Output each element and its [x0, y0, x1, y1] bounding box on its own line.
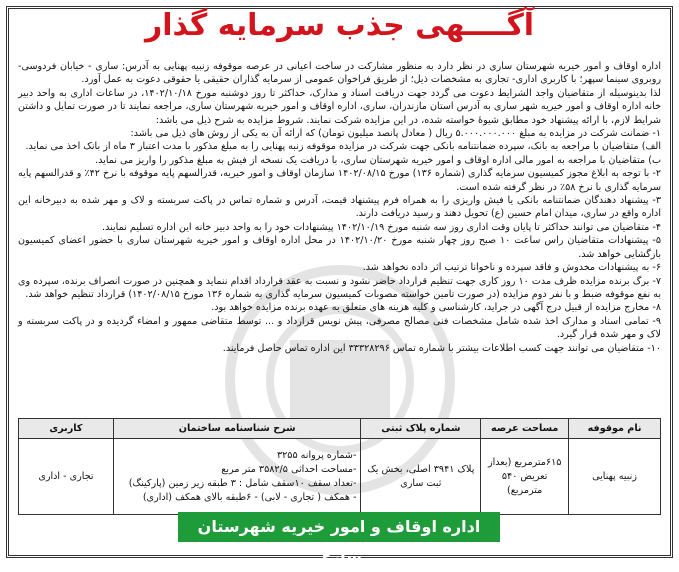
- condition-7: ۷- برگ برنده مزایده ظرف مدت ۱۰ روز کاری جهت تنظیم قرارداد حاضر نشود و نسبت به عقد قرارداد اقدام ننماید و همچنین در صورت انصراف برنده، سپرده وی به نفع موقوفه ضبط و با نفر دوم مزایده (در صورت تامین خواسته مصوبات کمیسیون سرمایه گذاری به شماره ۱۳۶ مورخ ۱۴۰۲/۰۸/۱۵) قرارداد تنظیم خواهد شد.: [18, 275, 661, 300]
- desc-line: -شماره پروانه ۳۲۵۵: [276, 449, 357, 461]
- property-table: [18, 418, 661, 515]
- cell-area: ۶۱۵مترمربع (بعداز تعریض ۵۴۰ مترمربع): [481, 439, 569, 515]
- header-area: مساحت عرصه: [481, 419, 569, 439]
- condition-8: ۸- مخارج مزایده از قبیل درج آگهی در جراید، کارشناسی و کلیه هزینه های متعلق به عهده برنده مزایده خواهد بود.: [211, 302, 661, 314]
- footer-organization: اداره اوقاف و امور خیریه شهرستان ساری: [178, 512, 500, 542]
- header-desc: شرح شناسنامه ساختمان: [113, 419, 361, 439]
- ad-title: آگــــهی جذب سرمایه گذار: [144, 8, 535, 43]
- condition-3: ۳- پیشنهاد دهندگان ضمانتنامه بانکی یا فیش واریزی را به همراه فرم پیشنهاد قیمت، آدرس و شماره تماس در پاکت سربسته و لاک و مهر شده به دبیرخانه این اداره واقع در ساری، میدان امام حسین (ع) تحویل دهند و رسید دریافت دارند.: [18, 195, 661, 220]
- table-header-row: [19, 419, 661, 439]
- invitation-paragraph: لذا بدینوسیله از متقاضیان واجد الشرایط دعوت می گردد جهت دریافت اسناد و مدارک، حداکثر تا روز دوشنبه مورخ ۱۴۰۲/۱۰/۱۸، در ساعات اداری به واحد دبیر خانه اداره اوقاف و امور خیریه شهر ساری به آدرس استان مازندران، ساری، اداره اوقاف و امور خیریه شهرستان ساری، مراجعه نمایند تا در صورت تمایل و داشتن شرایط لازم، با ارائه پیشنهاد خود مطابق شیوۀ خواسته شده، در این مزایده شرکت نمایند. شروط مزایده به شرح ذیل می باشد:: [18, 87, 661, 126]
- table-row: [19, 439, 661, 515]
- condition-4: ۴- متقاضیان می توانند حداکثر تا پایان وقت اداری روز سه شنبه مورخ ۱۴۰۲/۱۰/۱۹ پیشنهادات خود را به واحد دبیر خانه این اداره تسلیم نمایند.: [102, 221, 661, 233]
- desc-line: -مساحت احداثی ۳۵۸۲/۵ متر مربع: [221, 463, 357, 475]
- cell-name: زنبیه پهنایی: [569, 439, 661, 515]
- condition-9: ۹- تمامی اسناد و مدارک اخذ شده شامل مشخصات فنی مصالح مصرفی، پیش نویس قرارداد و ... توسط متقاضی ممهور و امضاء گردیده و در پاکت سربسته و لاک و مهر شده قرار گیرد.: [18, 315, 661, 341]
- desc-line: - همکف ( تجاری - لابی) - ۶طبقه بالای همکف (اداری): [142, 491, 357, 503]
- condition-1b: ب) متقاضیان با مراجعه به امور مالی اداره اوقاف و امور خیریه شهرستان ساری، با دریافت یک نسخه از فیش به مبلغ مذکور را واریز می نماید.: [95, 154, 661, 166]
- desc-line: -تعداد سقف ۱۰سقف شامل : ۳ طبقه زیر زمین (پارکینگ): [128, 477, 357, 489]
- condition-1: ۱- ضمانت شرکت در مزایده به مبلغ ۵.۰۰۰.۰۰۰.۰۰۰ ریال ( معادل پانصد میلیون تومان) که ارائه آن به یکی از روش های ذیل می باشد:: [130, 128, 661, 140]
- cell-plaque: پلاک ۳۹۴۱ اصلی، بخش یک ثبت ساری: [361, 439, 481, 515]
- condition-6: ۶- به پیشنهادات مخدوش و فاقد سپرده و ناخوانا ترتیب اثر داده نخواهد شد.: [362, 262, 661, 274]
- condition-10: ۱۰- متقاضیان می توانند جهت کسب اطلاعات بیشتر با شماره تماس ۳۳۳۲۸۲۹۶ این اداره تماس حاصل فرمایند.: [222, 342, 661, 354]
- intro-paragraph: اداره اوقاف و امور خیریه شهرستان ساری در نظر دارد به منظور مشارکت در ساخت اعیانی در عرصه موقوفه زنبیه پهنایی به آدرس: ساری - خیابان فردوسی- روبروی سینما سپهر؛ با کاربری اداری- تجاری به مشخصات ذیل؛ از طریق فراخوان عمومی از سرمایه گذاران حقیقی یا حقوقی دعوت به عمل آورد.: [18, 61, 661, 86]
- header-usage: کاربری: [19, 419, 114, 439]
- header-name: نام موقوفه: [569, 419, 661, 439]
- condition-2: ۲- با توجه به ابلاغ مجوز کمیسیون سرمایه گذاری (شماره ۱۳۶) مورخ ۱۴۰۲/۰۸/۱۵ سازمان اوقاف و امور خیریه، قدرالسهم پایه موقوفه با نرخ ۴۲٪ و قدرالسهم پایه سرمایه گذاری با نرخ ۵۸٪ در نظر گرفته شده است.: [18, 168, 662, 193]
- header-plaque: شماره پلاک ثبتی: [361, 419, 481, 439]
- cell-usage: تجاری - اداری: [19, 439, 114, 515]
- cell-desc: [113, 439, 361, 515]
- condition-5: ۵- پیشنهادات متقاضیان راس ساعت ۱۰ صبح روز چهار شنبه مورخ ۱۴۰۲/۱۰/۲۰ در محل اداره اوقاف و امور خیریه شهرستان ساری با حضور اعضای کمیسیون بازگشایی خواهد شد.: [18, 235, 661, 260]
- ad-body: [18, 60, 661, 355]
- condition-1a: الف) متقاضیان با مراجعه به بانک، سپرده ضمانتنامه بانکی جهت شرکت در مزایده موقوفه زنبه پهنایی را به مبلغ مذکور با مدت اعتبار ۳ ماه از بانک اخذ می نماید.: [25, 141, 661, 153]
